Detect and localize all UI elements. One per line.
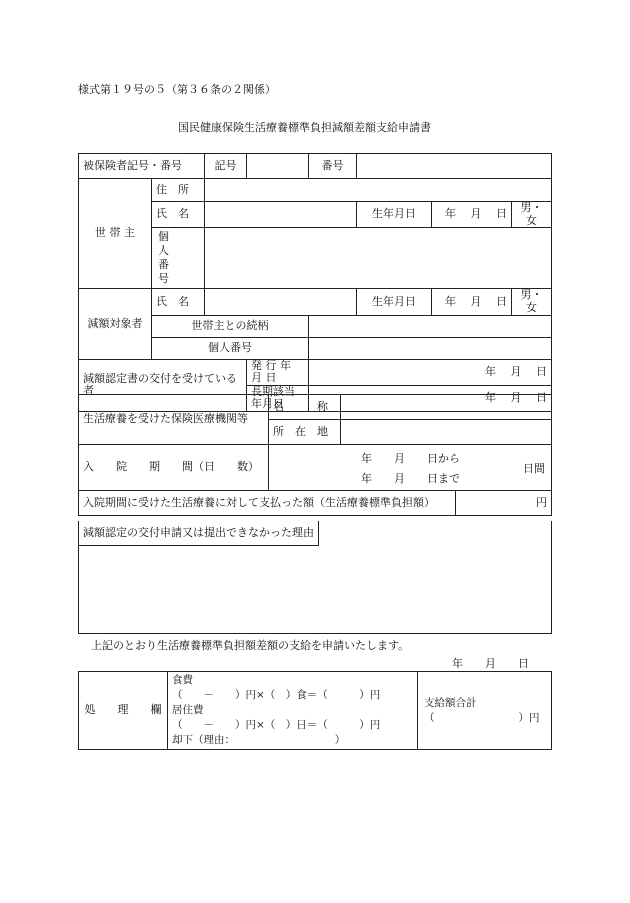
target-name-field[interactable] — [205, 289, 357, 315]
symbol-field[interactable] — [247, 154, 309, 179]
declaration-date[interactable]: 年 月 日 — [452, 657, 529, 670]
birthdate-label-2: 生年月日 — [357, 289, 432, 315]
personal-number-field[interactable] — [309, 337, 552, 359]
insured-number-label: 被保険者記号・番号 — [79, 154, 205, 179]
certificate-holder-label: 減額認定書の交付を受けている者 — [79, 359, 247, 412]
issue-date-label: 発 行 年 月 日 — [247, 359, 309, 385]
processing-calc — [168, 672, 418, 750]
to-date: 年 月 日まで — [361, 472, 460, 485]
issue-date-field[interactable]: 年 月 日 — [309, 359, 552, 385]
form-number: 様式第１９号の５（第３６条の２関係） — [78, 83, 276, 96]
institution-address-field[interactable] — [341, 420, 552, 445]
total-label: 支給額合計 — [424, 696, 477, 709]
householder-label: 世 帯 主 — [79, 179, 152, 289]
declaration-text: 上記のとおり生活療養標準負担額差額の支給を申請いたします。 — [91, 639, 410, 652]
total-value[interactable]: （ ）円 — [424, 711, 540, 724]
target-gender[interactable]: 男・女 — [512, 289, 552, 315]
long-term-date-label: 長期該当年月日 — [247, 385, 309, 411]
from-date: 年 月 日から — [361, 452, 460, 465]
individual-number-label-line1: 個 人 — [158, 230, 191, 258]
institution-name-label: 名 称 — [269, 395, 341, 420]
processing-table — [78, 671, 552, 750]
rejection-reason[interactable]: 却下（理由： ） — [172, 734, 346, 746]
reason-box[interactable] — [78, 521, 552, 634]
householder-gender[interactable]: 男・女 — [512, 202, 552, 228]
days-unit: 日間 — [523, 462, 545, 475]
individual-number-label-line2: 番 号 — [158, 258, 191, 286]
symbol-label: 記号 — [205, 154, 247, 179]
individual-number-label — [152, 228, 205, 289]
paid-amount-label: 入院期間に受けた生活療養に対して支払った額（生活療養標準負担額） — [79, 491, 456, 516]
householder-individual-number-field[interactable] — [205, 228, 552, 289]
hospitalization-period-field[interactable] — [269, 445, 552, 491]
applicant-table — [78, 153, 552, 412]
page-title: 国民健康保険生活療養標準負担減額差額支給申請書 — [178, 121, 431, 134]
long-term-date-field[interactable]: 年 月 日 — [309, 385, 552, 411]
personal-number-label: 個人番号 — [152, 337, 309, 359]
target-birthdate-field[interactable]: 年 月 日 — [432, 289, 512, 315]
total-cell — [418, 672, 552, 750]
hospitalization-table — [78, 394, 552, 516]
institution-label: 生活療養を受けた保険医療機関等 — [79, 395, 269, 445]
relationship-label: 世帯主との続柄 — [152, 315, 309, 337]
food-label: 食費 — [172, 674, 193, 686]
reason-label: 減額認定の交付申請又は提出できなかった理由 — [79, 521, 319, 546]
reduction-target-label: 減額対象者 — [79, 289, 152, 359]
food-formula[interactable]: （ － ）円×（ ）食＝（ ）円 — [172, 689, 381, 701]
residence-formula[interactable]: （ － ）円×（ ）日＝（ ）円 — [172, 719, 381, 731]
number-field[interactable] — [357, 154, 552, 179]
householder-address-field[interactable] — [205, 179, 552, 202]
institution-name-field[interactable] — [341, 395, 552, 420]
name-label-2: 氏 名 — [152, 289, 205, 315]
number-label: 番号 — [309, 154, 357, 179]
householder-birthdate-field[interactable]: 年 月 日 — [432, 202, 512, 228]
name-label: 氏 名 — [152, 202, 205, 228]
hospitalization-label: 入 院 期 間（日 数） — [79, 445, 269, 491]
paid-amount-field[interactable]: 円 — [456, 491, 552, 516]
householder-name-field[interactable] — [205, 202, 357, 228]
relationship-field[interactable] — [309, 315, 552, 337]
birthdate-label: 生年月日 — [357, 202, 432, 228]
processing-label: 処 理 欄 — [79, 672, 168, 750]
address-label: 住 所 — [152, 179, 205, 202]
institution-address-label: 所 在 地 — [269, 420, 341, 445]
residence-label: 居住費 — [172, 704, 204, 716]
